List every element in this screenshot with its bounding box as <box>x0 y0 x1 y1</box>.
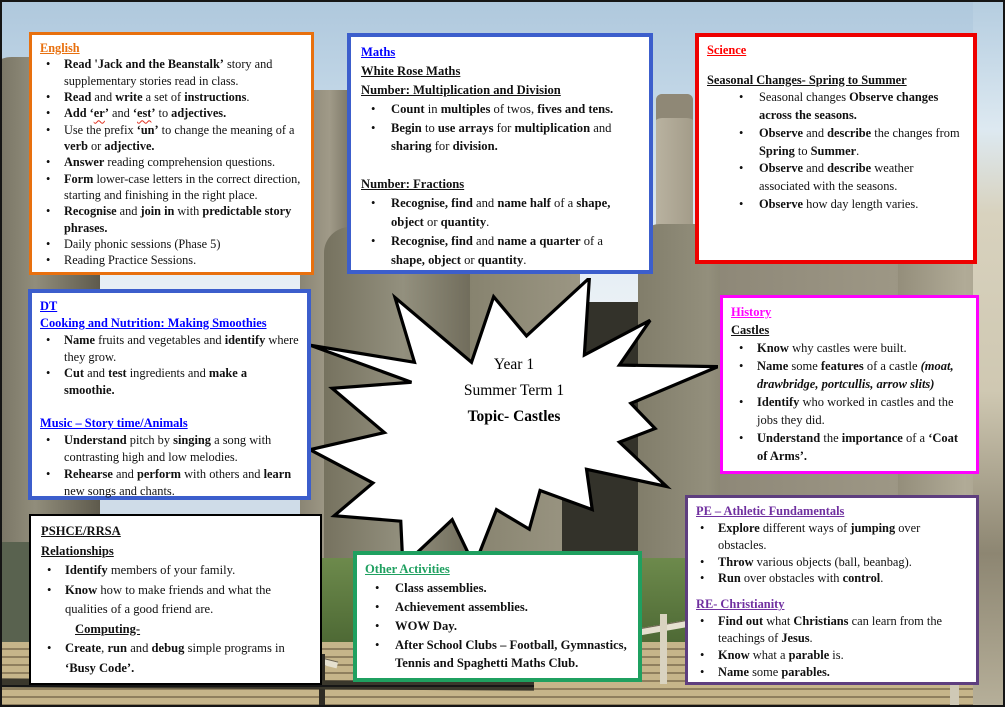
maths-content <box>351 37 649 276</box>
bullet-text: Reading Practice Sessions. <box>64 253 197 268</box>
bullet-item <box>40 105 303 121</box>
bullet-text: Read and write a set of instructions. <box>64 90 250 105</box>
bullet-item <box>696 647 968 664</box>
bullet-marker: • <box>371 120 376 135</box>
section-heading: Science <box>707 43 747 57</box>
bullet-marker: • <box>739 341 744 355</box>
bullet-text: Begin to use arrays for multiplication and sharing for division. <box>391 120 612 154</box>
section-heading: PE – Athletic Fundamentals <box>696 504 845 518</box>
bullet-item <box>361 232 639 270</box>
term-label: Summer Term 1 <box>463 382 565 399</box>
bullet-item <box>707 160 965 195</box>
section-heading: Relationships <box>41 543 114 558</box>
bullet-text: Name fruits and vegetables and identify where they grow. <box>64 332 299 364</box>
bullet-marker: • <box>46 155 51 170</box>
bullet-marker: • <box>739 431 744 445</box>
bullet-item <box>40 236 303 252</box>
bullet-marker: • <box>700 571 705 586</box>
bullet-text: WOW Day. <box>395 618 458 633</box>
bullet-text: Know what a parable is. <box>718 647 844 662</box>
bullet-marker: • <box>46 106 51 121</box>
bullet-text: Recognise and join in with predictable story phrases. <box>64 204 292 235</box>
history-subject-box <box>720 295 979 474</box>
bullet-item <box>361 119 639 157</box>
bullet-item <box>696 554 968 571</box>
bullet-text: Cut and test ingredients and make a smoothie. <box>64 366 248 398</box>
history-content <box>723 298 976 469</box>
bullet-item <box>40 56 303 89</box>
bullet-text: Daily phonic sessions (Phase 5) <box>64 237 221 252</box>
english-content <box>32 35 311 273</box>
bullet-text: Explore different ways of jumping over obstacles. <box>718 520 921 552</box>
science-content <box>699 37 973 218</box>
pe-re-content <box>688 498 976 685</box>
bullet-item <box>40 332 299 366</box>
bullet-marker: • <box>739 90 744 105</box>
bullet-marker: • <box>375 637 380 652</box>
bullet-item <box>41 639 310 678</box>
topic-title <box>310 352 718 430</box>
bullet-marker: • <box>46 90 51 105</box>
bullet-item <box>731 357 968 393</box>
bullet-text: Name some parables. <box>718 664 830 679</box>
bullet-text: Read 'Jack and the Beanstalk’ story and supplementary stories read in class. <box>64 57 273 88</box>
bullet-text: Add ‘er’ and ‘est’ to adjectives. <box>64 106 227 121</box>
bullet-marker: • <box>46 57 51 72</box>
bullet-marker: • <box>47 582 52 597</box>
dt-music-subject-box <box>28 289 311 500</box>
bullet-text: Know how to make friends and what the qualities of a good friend are. <box>65 582 272 617</box>
bullet-marker: • <box>375 618 380 633</box>
bullet-marker: • <box>46 332 51 347</box>
bullet-marker: • <box>700 614 705 629</box>
bullet-marker: • <box>371 196 376 211</box>
bullet-item <box>731 429 968 465</box>
bullet-item <box>365 598 630 617</box>
bullet-item <box>40 89 303 105</box>
bullet-item <box>707 89 965 124</box>
bullet-marker: • <box>371 101 376 116</box>
bullet-text: Rehearse and perform with others and learn new songs and chants. <box>64 466 292 498</box>
bullet-text: Recognise, find and name a quarter of a shape, object or quantity. <box>391 234 603 267</box>
bullet-text: Know why castles were built. <box>757 341 907 355</box>
bullet-item <box>40 122 303 155</box>
bullet-item <box>40 432 299 466</box>
section-heading: Castles <box>731 323 770 337</box>
bullet-item <box>41 561 310 581</box>
bullet-item <box>707 196 965 214</box>
bullet-marker: • <box>739 196 744 211</box>
topic-label: Topic- Castles <box>467 408 561 425</box>
bullet-marker: • <box>371 234 376 249</box>
section-heading: Other Activities <box>365 562 450 576</box>
bullet-text: Throw various objects (ball, beanbag). <box>718 554 912 569</box>
bullet-text: Create, run and debug simple programs in ‘Busy Code’. <box>65 641 285 675</box>
bullet-item <box>40 154 303 170</box>
bullet-item <box>696 664 968 681</box>
section-heading: Computing- <box>75 621 141 636</box>
bullet-marker: • <box>47 563 52 578</box>
bullet-marker: • <box>739 161 744 176</box>
bullet-item <box>696 613 968 647</box>
spacer <box>40 399 299 415</box>
bullet-marker: • <box>375 599 380 614</box>
bullet-marker: • <box>47 641 52 656</box>
section-heading: English <box>40 41 80 55</box>
bullet-marker: • <box>700 520 705 535</box>
bullet-item <box>731 339 968 357</box>
maths-subject-box <box>347 33 653 274</box>
bullet-text: Identify members of your family. <box>65 563 236 578</box>
bullet-item <box>40 365 299 399</box>
section-heading: RE- Christianity <box>696 597 785 612</box>
section-heading: PSHCE/RRSA <box>41 524 121 538</box>
bullet-marker: • <box>46 433 51 448</box>
bullet-marker: • <box>375 580 380 595</box>
bullet-marker: • <box>46 122 51 137</box>
year-label: Year 1 <box>493 356 535 373</box>
photo-seam-bottom <box>2 685 534 687</box>
bullet-text: Class assemblies. <box>395 580 487 595</box>
bullet-text: Understand pitch by singing a song with contrasting high and low melodies. <box>64 433 272 464</box>
bullet-item <box>40 171 303 204</box>
bullet-marker: • <box>46 366 51 381</box>
bullet-marker: • <box>46 237 51 252</box>
topic-starburst <box>310 278 718 566</box>
bullet-item <box>707 125 965 160</box>
bullet-text: Observe and describe the changes from Spring to Summer. <box>759 125 960 158</box>
section-heading: White Rose Maths <box>361 63 461 78</box>
bullet-item <box>40 203 303 236</box>
bullet-text: Answer reading comprehension questions. <box>64 155 276 170</box>
section-heading: Seasonal Changes- Spring to Summer <box>707 72 907 87</box>
section-heading: Maths <box>361 45 396 59</box>
pshce-computing-content <box>31 516 320 684</box>
bullet-item <box>365 617 630 636</box>
bullet-marker: • <box>46 204 51 219</box>
section-heading: DT <box>40 299 58 313</box>
bullet-marker: • <box>46 171 51 186</box>
bullet-text: Understand the importance of a ‘Coat of Arms’. <box>757 431 959 463</box>
bullet-text: Recognise, find and name half of a shape, object or quantity. <box>391 196 611 230</box>
spacer <box>707 60 965 72</box>
bullet-item <box>731 393 968 429</box>
bullet-text: Name some features of a castle (moat, drawbridge, portcullis, arrow slits) <box>757 359 954 391</box>
bullet-text: Form lower-case letters in the correct direction, starting and finishing in the right place. <box>64 171 301 203</box>
bullet-text: Use the prefix ‘un’ to change the meaning of a verb or adjective. <box>64 122 295 154</box>
section-heading: Cooking and Nutrition: Making Smoothies <box>40 315 267 330</box>
pe-re-subject-box <box>685 495 979 685</box>
pshce-computing-subject-box <box>29 514 322 685</box>
bullet-text: After School Clubs – Football, Gymnastics, Tennis and Spaghetti Maths Club. <box>395 637 627 671</box>
bullet-marker: • <box>46 253 51 268</box>
english-subject-box <box>29 32 314 275</box>
section-heading: Number: Multiplication and Division <box>361 82 561 97</box>
section-heading: Number: Fractions <box>361 177 465 192</box>
bullet-item <box>365 636 630 674</box>
bullet-text: Count in multiples of twos, fives and tens. <box>391 101 614 116</box>
bullet-item <box>365 579 630 598</box>
bullet-marker: • <box>46 466 51 481</box>
bullet-marker: • <box>739 125 744 140</box>
spacer <box>361 156 639 175</box>
bullet-marker: • <box>700 664 705 679</box>
bullet-text: Identify who worked in castles and the jobs they did. <box>757 395 954 427</box>
bullet-text: Observe how day length varies. <box>759 196 919 211</box>
bullet-text: Find out what Christians can learn from the teachings of Jesus. <box>718 614 943 646</box>
other-activities-content <box>357 555 638 677</box>
bullet-text: Achievement assemblies. <box>395 599 528 614</box>
bullet-item <box>41 581 310 620</box>
section-heading: History <box>731 305 772 319</box>
bullet-item <box>40 252 303 268</box>
bullet-item <box>696 520 968 554</box>
bullet-text: Seasonal changes Observe changes across the seasons. <box>759 90 939 123</box>
dt-music-content <box>32 293 307 503</box>
bullet-text: Run over obstacles with control. <box>718 571 884 586</box>
spacer <box>696 587 968 596</box>
bullet-marker: • <box>700 647 705 662</box>
section-heading: Music – Story time/Animals <box>40 416 188 431</box>
bullet-text: Observe and describe weather associated with the seasons. <box>759 161 914 194</box>
science-subject-box <box>695 33 977 264</box>
bullet-item <box>361 100 639 119</box>
bullet-item <box>696 570 968 587</box>
bullet-item <box>361 194 639 232</box>
bridge-post <box>660 614 667 684</box>
bullet-marker: • <box>700 554 705 569</box>
bullet-marker: • <box>739 359 744 373</box>
other-activities-box <box>353 551 642 682</box>
bullet-item <box>40 466 299 500</box>
bullet-marker: • <box>739 395 744 409</box>
